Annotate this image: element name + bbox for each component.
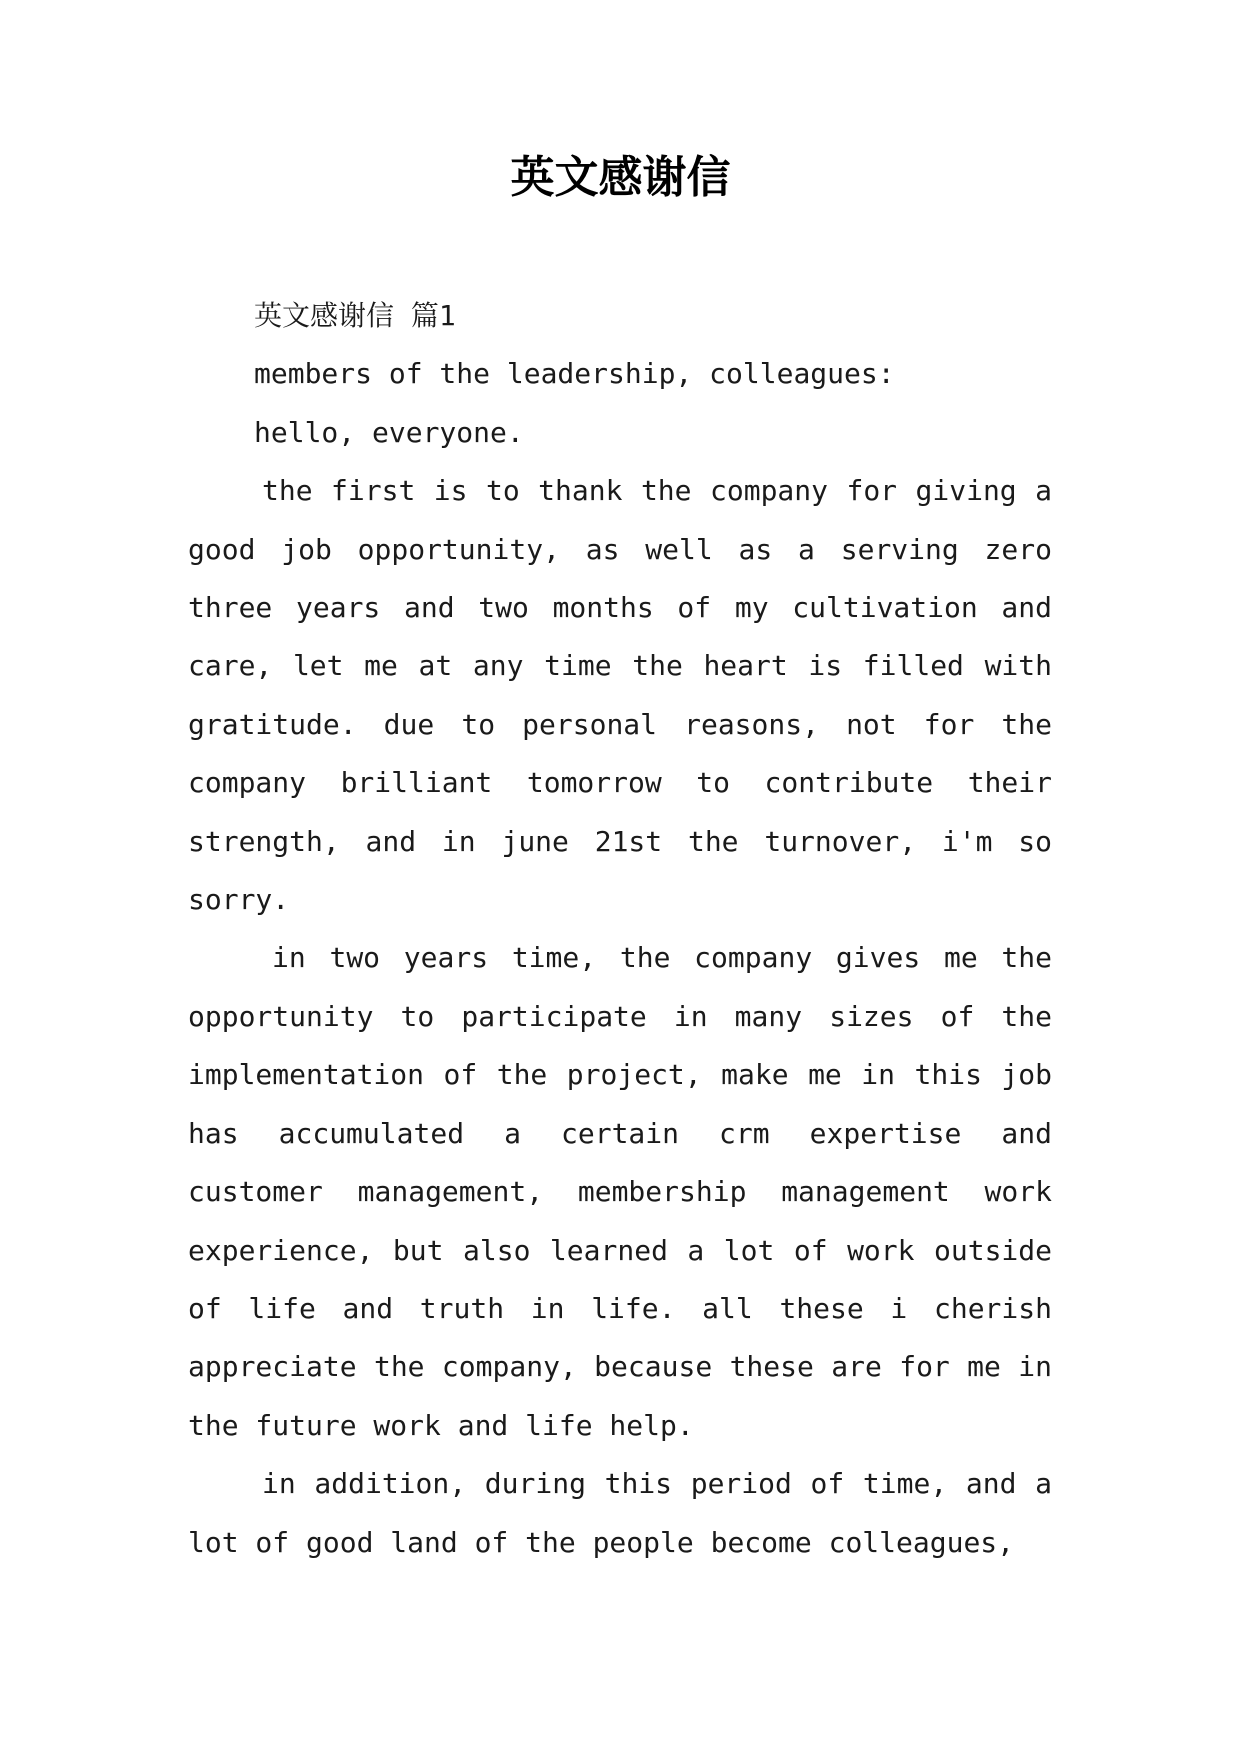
paragraph-3: in addition, during this period of time, and a lot of good land of the people become colleagues, [188, 1467, 1052, 1559]
salutation: members of the leadership, colleagues: [254, 357, 895, 391]
paragraph-1: the first is to thank the company for giving a good job opportunity, as well as a serving zero three years and two months of my cultivation and care, let me at any time the heart is filled with gratitude. due to personal reasons, not for the company brilliant tomorrow to contribute their strength, and in june 21st the turnover, i'm so sorry. [188, 474, 1052, 917]
document-body [188, 287, 1052, 1572]
document-title: 英文感谢信 [510, 152, 731, 203]
greeting: hello, everyone. [254, 415, 524, 449]
section-heading: 英文感谢信 篇1 [254, 299, 456, 332]
paragraph-2: in two years time, the company gives me the opportunity to participate in many sizes of the implementation of the project, make me in this job has accumulated a certain crm expertise and customer management, membership management work experience, but also learned a lot of work outside of life and truth in life. all these i cherish appreciate the company, because these are for me in the future work and life help. [188, 941, 1052, 1442]
